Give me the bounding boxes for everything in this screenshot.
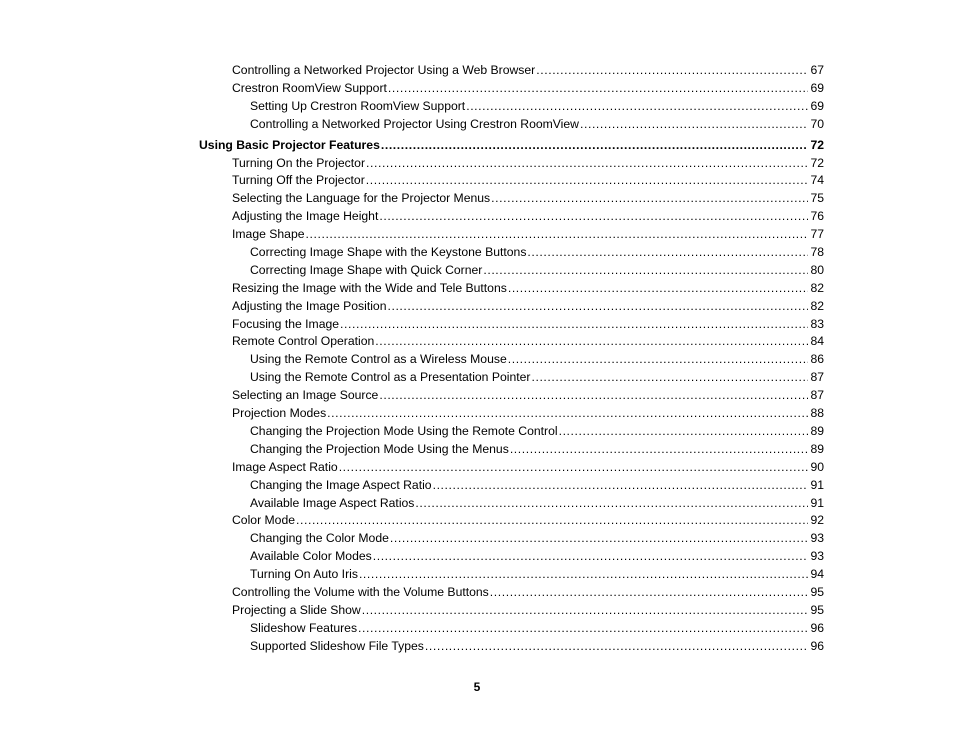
toc-entry-page: 95 <box>810 603 824 617</box>
toc-entry-title: Supported Slideshow File Types <box>250 639 424 653</box>
toc-entry[interactable] <box>250 441 824 457</box>
toc-entry-title: Remote Control Operation <box>232 334 375 348</box>
toc-entry-title: Controlling a Networked Projector Using a Web Browser <box>232 63 536 77</box>
toc-entry[interactable] <box>232 333 824 349</box>
toc-dot-leader <box>387 298 808 314</box>
toc-entry-page: 72 <box>810 138 824 152</box>
toc-entry-page: 82 <box>810 299 824 313</box>
toc-entry-title: Adjusting the Image Position <box>232 299 387 313</box>
toc-dot-leader <box>415 495 808 511</box>
toc-entry-title: Projecting a Slide Show <box>232 603 361 617</box>
toc-entry[interactable] <box>232 208 824 224</box>
toc-entry-title: Available Image Aspect Ratios <box>250 496 415 510</box>
toc-dot-leader <box>375 333 808 349</box>
toc-entry-title: Available Color Modes <box>250 549 372 563</box>
toc-entry[interactable] <box>232 387 824 403</box>
toc-dot-leader <box>508 351 809 367</box>
toc-dot-leader <box>388 80 809 96</box>
toc-entry[interactable] <box>250 351 824 367</box>
toc-entry-page: 67 <box>810 63 824 77</box>
toc-entry[interactable] <box>232 62 824 78</box>
toc-entry-page: 87 <box>810 388 824 402</box>
toc-entry-page: 86 <box>810 352 824 366</box>
toc-entry-page: 93 <box>810 531 824 545</box>
toc-entry-page: 87 <box>810 370 824 384</box>
toc-entry-title: Correcting Image Shape with Quick Corner <box>250 263 483 277</box>
toc-entry-page: 84 <box>810 334 824 348</box>
toc-entry-page: 96 <box>810 621 824 635</box>
toc-dot-leader <box>340 316 808 332</box>
toc-entry-page: 74 <box>810 173 824 187</box>
toc-entry-title: Using Basic Projector Features <box>199 138 380 152</box>
toc-entry[interactable] <box>232 80 824 96</box>
toc-entry-title: Selecting the Language for the Projector Menus <box>232 191 491 205</box>
toc-entry[interactable] <box>250 423 824 439</box>
toc-entry-page: 82 <box>810 281 824 295</box>
toc-entry[interactable] <box>232 459 824 475</box>
toc-dot-leader <box>433 477 809 493</box>
toc-entry-page: 93 <box>810 549 824 563</box>
toc-dot-leader <box>580 116 808 132</box>
toc-entry-page: 88 <box>810 406 824 420</box>
toc-entry[interactable] <box>250 638 824 654</box>
toc-entry[interactable] <box>250 369 824 385</box>
toc-entry-page: 96 <box>810 639 824 653</box>
toc-dot-leader <box>508 280 809 296</box>
toc-entry-page: 91 <box>810 496 824 510</box>
toc-dot-leader <box>483 262 808 278</box>
toc-entry-page: 77 <box>810 227 824 241</box>
toc-dot-leader <box>358 620 808 636</box>
toc-entry-title: Using the Remote Control as a Presentation Pointer <box>250 370 531 384</box>
toc-entry-title: Turning Off the Projector <box>232 173 365 187</box>
toc-dot-leader <box>425 638 809 654</box>
toc-entry-page: 69 <box>810 99 824 113</box>
toc-entry-title: Changing the Color Mode <box>250 531 389 545</box>
toc-dot-leader <box>527 244 808 260</box>
toc-entry[interactable] <box>232 602 824 618</box>
toc-entry[interactable] <box>232 512 824 528</box>
toc-entry-title: Turning On Auto Iris <box>250 567 358 581</box>
toc-entry[interactable] <box>250 244 824 260</box>
toc-entry-title: Image Shape <box>232 227 305 241</box>
toc-entry-title: Controlling a Networked Projector Using Crestron RoomView <box>250 117 579 131</box>
toc-entry-page: 75 <box>810 191 824 205</box>
toc-entry[interactable] <box>250 620 824 636</box>
toc-entry[interactable] <box>250 262 824 278</box>
toc-entry-page: 76 <box>810 209 824 223</box>
toc-entry-title: Changing the Image Aspect Ratio <box>250 478 432 492</box>
toc-entry[interactable] <box>250 566 824 582</box>
toc-entry[interactable] <box>250 548 824 564</box>
toc-dot-leader <box>327 405 808 421</box>
toc-entry-page: 94 <box>810 567 824 581</box>
toc-dot-leader <box>339 459 809 475</box>
toc-entry-title: Adjusting the Image Height <box>232 209 379 223</box>
toc-entry-page: 89 <box>810 442 824 456</box>
toc-entry-title: Crestron RoomView Support <box>232 81 387 95</box>
toc-dot-leader <box>359 566 809 582</box>
toc-entry[interactable] <box>232 405 824 421</box>
toc-entry-title: Color Mode <box>232 513 295 527</box>
toc-dot-leader <box>559 423 809 439</box>
toc-entry-title: Setting Up Crestron RoomView Support <box>250 99 466 113</box>
toc-entry-title: Using the Remote Control as a Wireless Mouse <box>250 352 507 366</box>
toc-entry-page: 80 <box>810 263 824 277</box>
toc-entry-page: 78 <box>810 245 824 259</box>
toc-entry[interactable] <box>232 172 824 188</box>
toc-entry-page: 69 <box>810 81 824 95</box>
toc-dot-leader <box>296 512 808 528</box>
toc-entry-title: Slideshow Features <box>250 621 358 635</box>
toc-entry[interactable] <box>250 116 824 132</box>
toc-entry-page: 70 <box>810 117 824 131</box>
toc-entry-title: Selecting an Image Source <box>232 388 379 402</box>
toc-entry[interactable] <box>250 530 824 546</box>
toc-entry-title: Resizing the Image with the Wide and Tele Buttons <box>232 281 507 295</box>
toc-dot-leader <box>366 172 809 188</box>
toc-entry-page: 72 <box>810 156 824 170</box>
toc-entry[interactable] <box>250 477 824 493</box>
toc-entry-title: Correcting Image Shape with the Keystone Buttons <box>250 245 527 259</box>
toc-entry[interactable] <box>232 155 824 171</box>
toc-entry[interactable] <box>232 584 824 600</box>
toc-entry-page: 92 <box>810 513 824 527</box>
toc-entry-page: 91 <box>810 478 824 492</box>
toc-entry[interactable] <box>250 98 824 114</box>
toc-dot-leader <box>536 62 808 78</box>
toc-dot-leader <box>366 155 808 171</box>
toc-dot-leader <box>491 190 808 206</box>
toc-entry-title: Projection Modes <box>232 406 327 420</box>
toc-dot-leader <box>379 208 808 224</box>
toc-dot-leader <box>373 548 809 564</box>
toc-entry-title: Changing the Projection Mode Using the Menus <box>250 442 509 456</box>
toc-dot-leader <box>390 530 809 546</box>
toc-entry-page: 89 <box>810 424 824 438</box>
toc-entry-page: 90 <box>810 460 824 474</box>
toc-dot-leader <box>381 137 809 153</box>
toc-entry[interactable] <box>232 190 824 206</box>
toc-dot-leader <box>510 441 809 457</box>
toc-entry-title: Controlling the Volume with the Volume Buttons <box>232 585 489 599</box>
toc-entry-title: Image Aspect Ratio <box>232 460 338 474</box>
toc-entry[interactable] <box>232 280 824 296</box>
toc-dot-leader <box>490 584 809 600</box>
toc-entry[interactable] <box>232 316 824 332</box>
toc-entry[interactable] <box>232 226 824 242</box>
toc-entry-title: Turning On the Projector <box>232 156 365 170</box>
toc-entry[interactable] <box>199 137 824 153</box>
page-number: 5 <box>473 680 481 694</box>
toc-entry-title: Changing the Projection Mode Using the Remote Control <box>250 424 558 438</box>
toc-entry[interactable] <box>250 495 824 511</box>
toc-dot-leader <box>379 387 808 403</box>
toc-entry[interactable] <box>232 298 824 314</box>
toc-dot-leader <box>362 602 809 618</box>
toc-dot-leader <box>306 226 809 242</box>
toc-entry-page: 95 <box>810 585 824 599</box>
toc-dot-leader <box>466 98 808 114</box>
toc-entry-title: Focusing the Image <box>232 317 340 331</box>
toc-entry-page: 83 <box>810 317 824 331</box>
toc-dot-leader <box>531 369 808 385</box>
